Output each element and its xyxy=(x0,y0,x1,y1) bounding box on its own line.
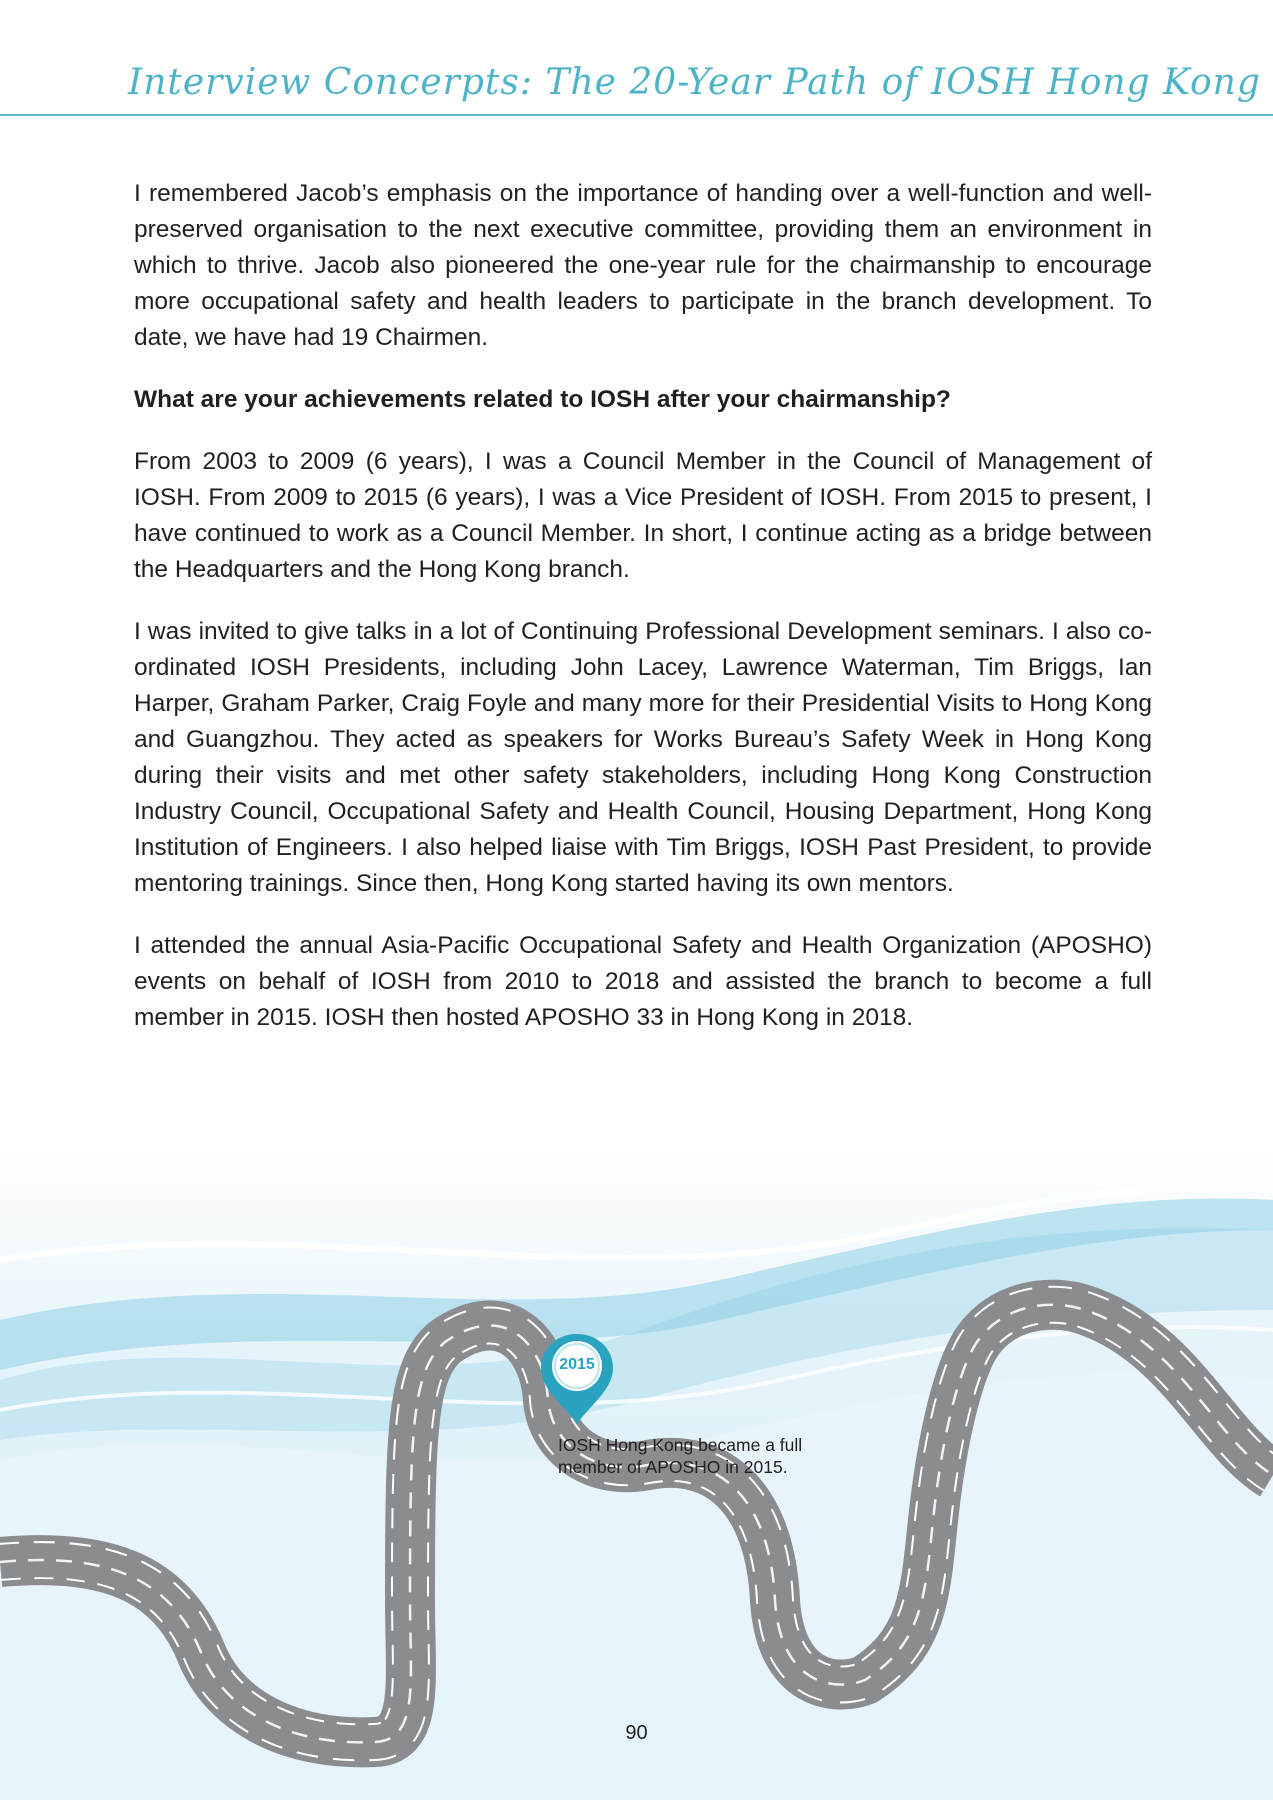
caption-line: IOSH Hong Kong became a full xyxy=(558,1435,803,1455)
caption-line: member of APOSHO in 2015. xyxy=(558,1457,788,1477)
map-pin-icon xyxy=(537,1328,617,1428)
paragraph: From 2003 to 2009 (6 years), I was a Council Member in the Council of Management of IOSH. From 2009 to 2015 (6 years), I was a Vice President of IOSH. From 2015 to present, I have continued to work as a Council Member. In short, I continue acting as a bridge between the Headquarters and the Hong Kong branch. xyxy=(134,448,1152,583)
article-body xyxy=(134,176,1152,1062)
paragraph: I was invited to give talks in a lot of Continuing Professional Development seminars. I also co-ordinated IOSH Presidents, including John Lacey, Lawrence Waterman, Tim Briggs, Ian Harper, Graham Parker, Craig Foyle and many more for their Presidential Visits to Hong Kong and Guangzhou. They acted as speakers for Works Bureau’s Safety Week in Hong Kong during their visits and met other safety stakeholders, including Hong Kong Construction Industry Council, Occupational Safety and Health Council, Housing Department, Hong Kong Institution of Engineers. I also helped liaise with Tim Briggs, IOSH Past President, to provide mentoring trainings. Since then, Hong Kong started having its own mentors. xyxy=(134,618,1152,897)
paragraph: I attended the annual Asia-Pacific Occupational Safety and Health Organization (APOSHO) events on behalf of IOSH from 2010 to 2018 and assisted the branch to become a full member in 2015. IOSH then hosted APOSHO 33 in Hong Kong in 2018. xyxy=(134,932,1152,1031)
interview-question: What are your achievements related to IOSH after your chairmanship? xyxy=(134,386,951,413)
page-header-title: Interview Concerpts: The 20-Year Path of IOSH Hong Kong xyxy=(128,62,1261,103)
milestone-caption xyxy=(558,1434,858,1478)
page-number: 90 xyxy=(625,1722,648,1744)
milestone-year: 2015 xyxy=(559,1356,595,1373)
header-rule xyxy=(0,114,1273,116)
paragraph: I remembered Jacob’s emphasis on the importance of handing over a well-function and well-preserved organisation to the next executive committee, providing them an environment in which to thrive. Jacob also pioneered the one-year rule for the chairmanship to encourage more occupational safety and health leaders to participate in the branch development. To date, we have had 19 Chairmen. xyxy=(134,180,1152,351)
